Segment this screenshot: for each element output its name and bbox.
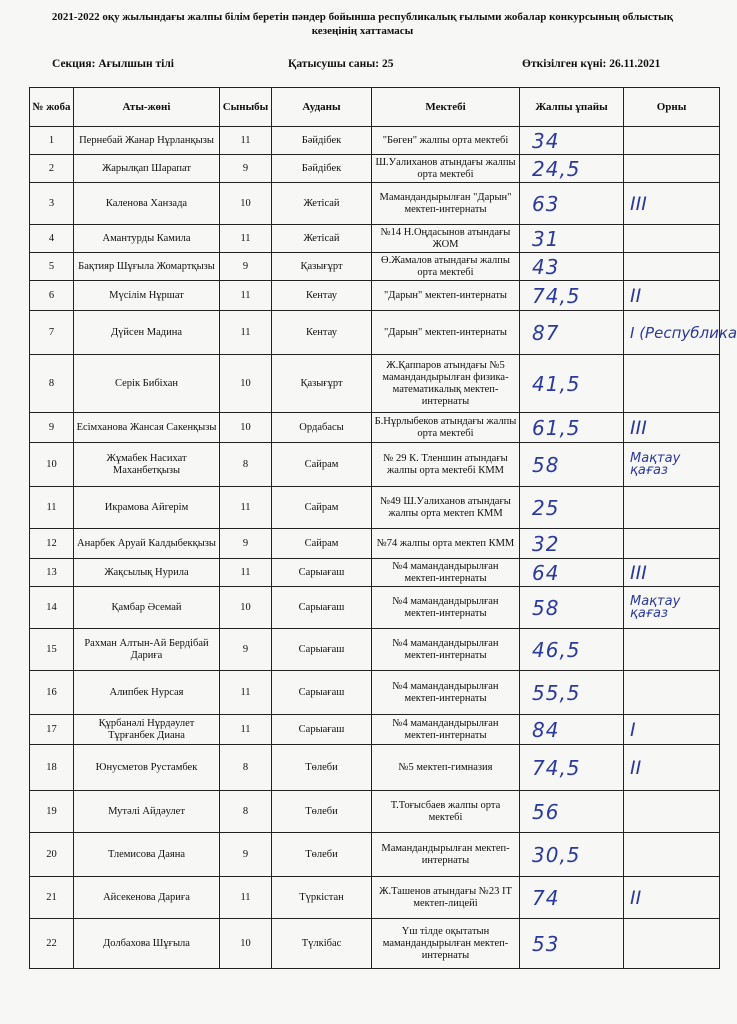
cell-grade: 8 (220, 443, 272, 487)
cell-score: 87 (520, 311, 624, 355)
cell-district: Сайрам (272, 487, 372, 529)
table-row (30, 529, 720, 559)
cell-name: Серік Бибіхан (74, 355, 220, 413)
cell-place: I (Республика (624, 311, 720, 355)
cell-grade: 11 (220, 559, 272, 587)
col-header-school: Мектебі (372, 88, 520, 127)
cell-name: Мүсілім Нұршат (74, 281, 220, 311)
cell-grade: 11 (220, 671, 272, 715)
cell-score: 63 (520, 183, 624, 225)
col-header-grade: Сыныбы (220, 88, 272, 127)
cell-place (624, 529, 720, 559)
cell-score: 31 (520, 225, 624, 253)
cell-no: 1 (30, 127, 74, 155)
cell-name: Каленова Ханзада (74, 183, 220, 225)
cell-score: 32 (520, 529, 624, 559)
cell-score: 43 (520, 253, 624, 281)
cell-district: Сарыағаш (272, 715, 372, 745)
cell-name: Есімханова Жансая Сакенқызы (74, 413, 220, 443)
cell-school: Ж.Ташенов атындағы №23 IT мектеп-лицейі (372, 877, 520, 919)
cell-district: Төлеби (272, 833, 372, 877)
cell-school: Ж.Қаппаров атындағы №5 мамандандырылған физика-математикалық мектеп-интернаты (372, 355, 520, 413)
cell-district: Ордабасы (272, 413, 372, 443)
participants-label: Қатысушы саны: 25 (288, 58, 394, 70)
cell-score: 53 (520, 919, 624, 969)
cell-grade: 11 (220, 281, 272, 311)
cell-place (624, 155, 720, 183)
cell-grade: 11 (220, 877, 272, 919)
title-line-1: 2021-2022 оқу жылындағы жалпы білім беретін пәндер бойынша республикалық ғылыми жобалар конкурсының облыстық (51, 11, 674, 23)
cell-place: II (624, 281, 720, 311)
cell-name: Мутәлі Айдәулет (74, 791, 220, 833)
cell-school: №4 мамандандырылған мектеп-интернаты (372, 671, 520, 715)
table-row (30, 629, 720, 671)
cell-district: Сарыағаш (272, 671, 372, 715)
cell-name: Жарылқап Шарапат (74, 155, 220, 183)
cell-no: 7 (30, 311, 74, 355)
cell-grade: 11 (220, 715, 272, 745)
col-header-name: Аты-жөні (74, 88, 220, 127)
cell-no: 11 (30, 487, 74, 529)
title-line-2: кезеңінің хаттамасы (311, 25, 414, 37)
cell-school: Мамандандырылған "Дарын" мектеп-интернаты (372, 183, 520, 225)
cell-district: Қазығұрт (272, 253, 372, 281)
cell-score: 46,5 (520, 629, 624, 671)
cell-district: Түлкібас (272, 919, 372, 969)
table-row (30, 413, 720, 443)
cell-grade: 9 (220, 629, 272, 671)
cell-name: Рахман Алтын-Ай Бердібай Дариға (74, 629, 220, 671)
cell-name: Жақсылық Нурила (74, 559, 220, 587)
cell-name: Дүйсен Мадина (74, 311, 220, 355)
cell-place: Мақтау қағаз (624, 443, 720, 487)
cell-score: 64 (520, 559, 624, 587)
cell-no: 18 (30, 745, 74, 791)
cell-name: Долбахова Шұғыла (74, 919, 220, 969)
cell-school: Б.Нұрлыбеков атындағы жалпы орта мектебі (372, 413, 520, 443)
cell-school: Т.Тоғысбаев жалпы орта мектебі (372, 791, 520, 833)
cell-no: 5 (30, 253, 74, 281)
cell-score: 34 (520, 127, 624, 155)
cell-no: 6 (30, 281, 74, 311)
table-row (30, 225, 720, 253)
cell-school: "Дарын" мектеп-интернаты (372, 311, 520, 355)
cell-grade: 10 (220, 183, 272, 225)
cell-grade: 9 (220, 155, 272, 183)
cell-no: 2 (30, 155, 74, 183)
cell-district: Жетісай (272, 225, 372, 253)
cell-name: Амантурды Камила (74, 225, 220, 253)
cell-grade: 11 (220, 487, 272, 529)
cell-name: Құрбанәлі Нұрдәулет Тұрғанбек Диана (74, 715, 220, 745)
col-header-score: Жалпы ұпайы (520, 88, 624, 127)
cell-district: Бәйдібек (272, 127, 372, 155)
cell-district: Қазығұрт (272, 355, 372, 413)
cell-place: III (624, 183, 720, 225)
cell-no: 9 (30, 413, 74, 443)
cell-grade: 11 (220, 127, 272, 155)
table-row (30, 355, 720, 413)
cell-grade: 8 (220, 791, 272, 833)
cell-school: №14 Н.Оңдасынов атындағы ЖОМ (372, 225, 520, 253)
date-label: Өткізілген күні: 26.11.2021 (522, 58, 661, 70)
cell-school: № 29 К. Тленшин атындағы жалпы орта мектебі КММ (372, 443, 520, 487)
cell-name: Икрамова Айгерім (74, 487, 220, 529)
cell-district: Сайрам (272, 443, 372, 487)
cell-grade: 9 (220, 253, 272, 281)
cell-score: 84 (520, 715, 624, 745)
cell-school: №4 мамандандырылған мектеп-интернаты (372, 629, 520, 671)
cell-place (624, 487, 720, 529)
cell-place: Мақтау қағаз (624, 587, 720, 629)
cell-place: II (624, 877, 720, 919)
cell-score: 25 (520, 487, 624, 529)
cell-place (624, 629, 720, 671)
cell-school: №4 мамандандырылған мектеп-интернаты (372, 587, 520, 629)
cell-score: 41,5 (520, 355, 624, 413)
cell-no: 20 (30, 833, 74, 877)
cell-place (624, 671, 720, 715)
table-row (30, 155, 720, 183)
cell-school: Мамандандырылған мектеп-интернаты (372, 833, 520, 877)
col-header-place: Орны (624, 88, 720, 127)
cell-score: 61,5 (520, 413, 624, 443)
cell-place: III (624, 413, 720, 443)
cell-score: 24,5 (520, 155, 624, 183)
cell-score: 30,5 (520, 833, 624, 877)
col-header-district: Ауданы (272, 88, 372, 127)
table-row (30, 587, 720, 629)
cell-no: 12 (30, 529, 74, 559)
table-row (30, 745, 720, 791)
cell-name: Пернебай Жанар Нұрланқызы (74, 127, 220, 155)
table-row (30, 833, 720, 877)
cell-place (624, 833, 720, 877)
cell-district: Төлеби (272, 745, 372, 791)
cell-place: II (624, 745, 720, 791)
cell-district: Кентау (272, 311, 372, 355)
cell-grade: 10 (220, 919, 272, 969)
cell-score: 74,5 (520, 745, 624, 791)
cell-school: Үш тілде оқытатын мамандандырылған мектеп-интернаты (372, 919, 520, 969)
cell-place (624, 127, 720, 155)
cell-name: Айсекенова Дариға (74, 877, 220, 919)
cell-place: I (624, 715, 720, 745)
cell-no: 15 (30, 629, 74, 671)
cell-no: 10 (30, 443, 74, 487)
cell-district: Төлеби (272, 791, 372, 833)
table-row (30, 791, 720, 833)
cell-school: №74 жалпы орта мектеп КММ (372, 529, 520, 559)
cell-name: Анарбек Аруай Калдыбекқызы (74, 529, 220, 559)
table-row (30, 311, 720, 355)
cell-district: Жетісай (272, 183, 372, 225)
col-header-no: № жоба (30, 88, 74, 127)
cell-district: Сарыағаш (272, 559, 372, 587)
table-row (30, 715, 720, 745)
cell-school: Ш.Уалиханов атындағы жалпы орта мектебі (372, 155, 520, 183)
document-title (20, 10, 705, 38)
cell-place (624, 919, 720, 969)
cell-grade: 9 (220, 833, 272, 877)
cell-name: Жұмабек Насихат Маханбетқызы (74, 443, 220, 487)
table-row (30, 671, 720, 715)
table-row (30, 253, 720, 281)
cell-no: 13 (30, 559, 74, 587)
cell-district: Бәйдібек (272, 155, 372, 183)
cell-school: Ө.Жамалов атындағы жалпы орта мектебі (372, 253, 520, 281)
cell-score: 58 (520, 587, 624, 629)
table-header-row (30, 88, 720, 127)
cell-place (624, 225, 720, 253)
cell-name: Алипбек Нурсая (74, 671, 220, 715)
cell-no: 3 (30, 183, 74, 225)
table-row (30, 127, 720, 155)
cell-grade: 10 (220, 355, 272, 413)
table-row (30, 281, 720, 311)
cell-no: 14 (30, 587, 74, 629)
cell-district: Сарыағаш (272, 587, 372, 629)
cell-score: 58 (520, 443, 624, 487)
cell-name: Қамбар Әсемай (74, 587, 220, 629)
cell-name: Юнусметов Рустамбек (74, 745, 220, 791)
cell-school: "Дарын" мектеп-интернаты (372, 281, 520, 311)
cell-place (624, 791, 720, 833)
cell-no: 21 (30, 877, 74, 919)
cell-grade: 10 (220, 587, 272, 629)
cell-district: Сайрам (272, 529, 372, 559)
cell-grade: 11 (220, 311, 272, 355)
cell-score: 74,5 (520, 281, 624, 311)
cell-district: Сарыағаш (272, 629, 372, 671)
cell-district: Кентау (272, 281, 372, 311)
cell-no: 16 (30, 671, 74, 715)
cell-no: 4 (30, 225, 74, 253)
cell-school: "Бөген" жалпы орта мектебі (372, 127, 520, 155)
cell-grade: 8 (220, 745, 272, 791)
cell-grade: 9 (220, 529, 272, 559)
cell-grade: 11 (220, 225, 272, 253)
cell-no: 8 (30, 355, 74, 413)
cell-grade: 10 (220, 413, 272, 443)
cell-school: №4 мамандандырылған мектеп-интернаты (372, 715, 520, 745)
cell-school: №49 Ш.Уалиханов атындағы жалпы орта мектеп КММ (372, 487, 520, 529)
cell-place (624, 253, 720, 281)
table-row (30, 559, 720, 587)
table-body (30, 127, 737, 969)
cell-school: №5 мектеп-гимназия (372, 745, 520, 791)
cell-place: III (624, 559, 720, 587)
cell-school: №4 мамандандырылған мектеп-интернаты (372, 559, 520, 587)
cell-name: Бақтияр Шұғыла Жомартқызы (74, 253, 220, 281)
cell-score: 55,5 (520, 671, 624, 715)
cell-score: 56 (520, 791, 624, 833)
cell-name: Тлемисова Даяна (74, 833, 220, 877)
table-row (30, 183, 720, 225)
cell-no: 22 (30, 919, 74, 969)
cell-district: Түркістан (272, 877, 372, 919)
table-row (30, 877, 720, 919)
table-row (30, 487, 720, 529)
results-table (29, 87, 737, 969)
section-label: Секция: Ағылшын тілі (52, 58, 174, 70)
cell-no: 19 (30, 791, 74, 833)
cell-score: 74 (520, 877, 624, 919)
table-row (30, 919, 720, 969)
table-row (30, 443, 720, 487)
cell-no: 17 (30, 715, 74, 745)
cell-place (624, 355, 720, 413)
